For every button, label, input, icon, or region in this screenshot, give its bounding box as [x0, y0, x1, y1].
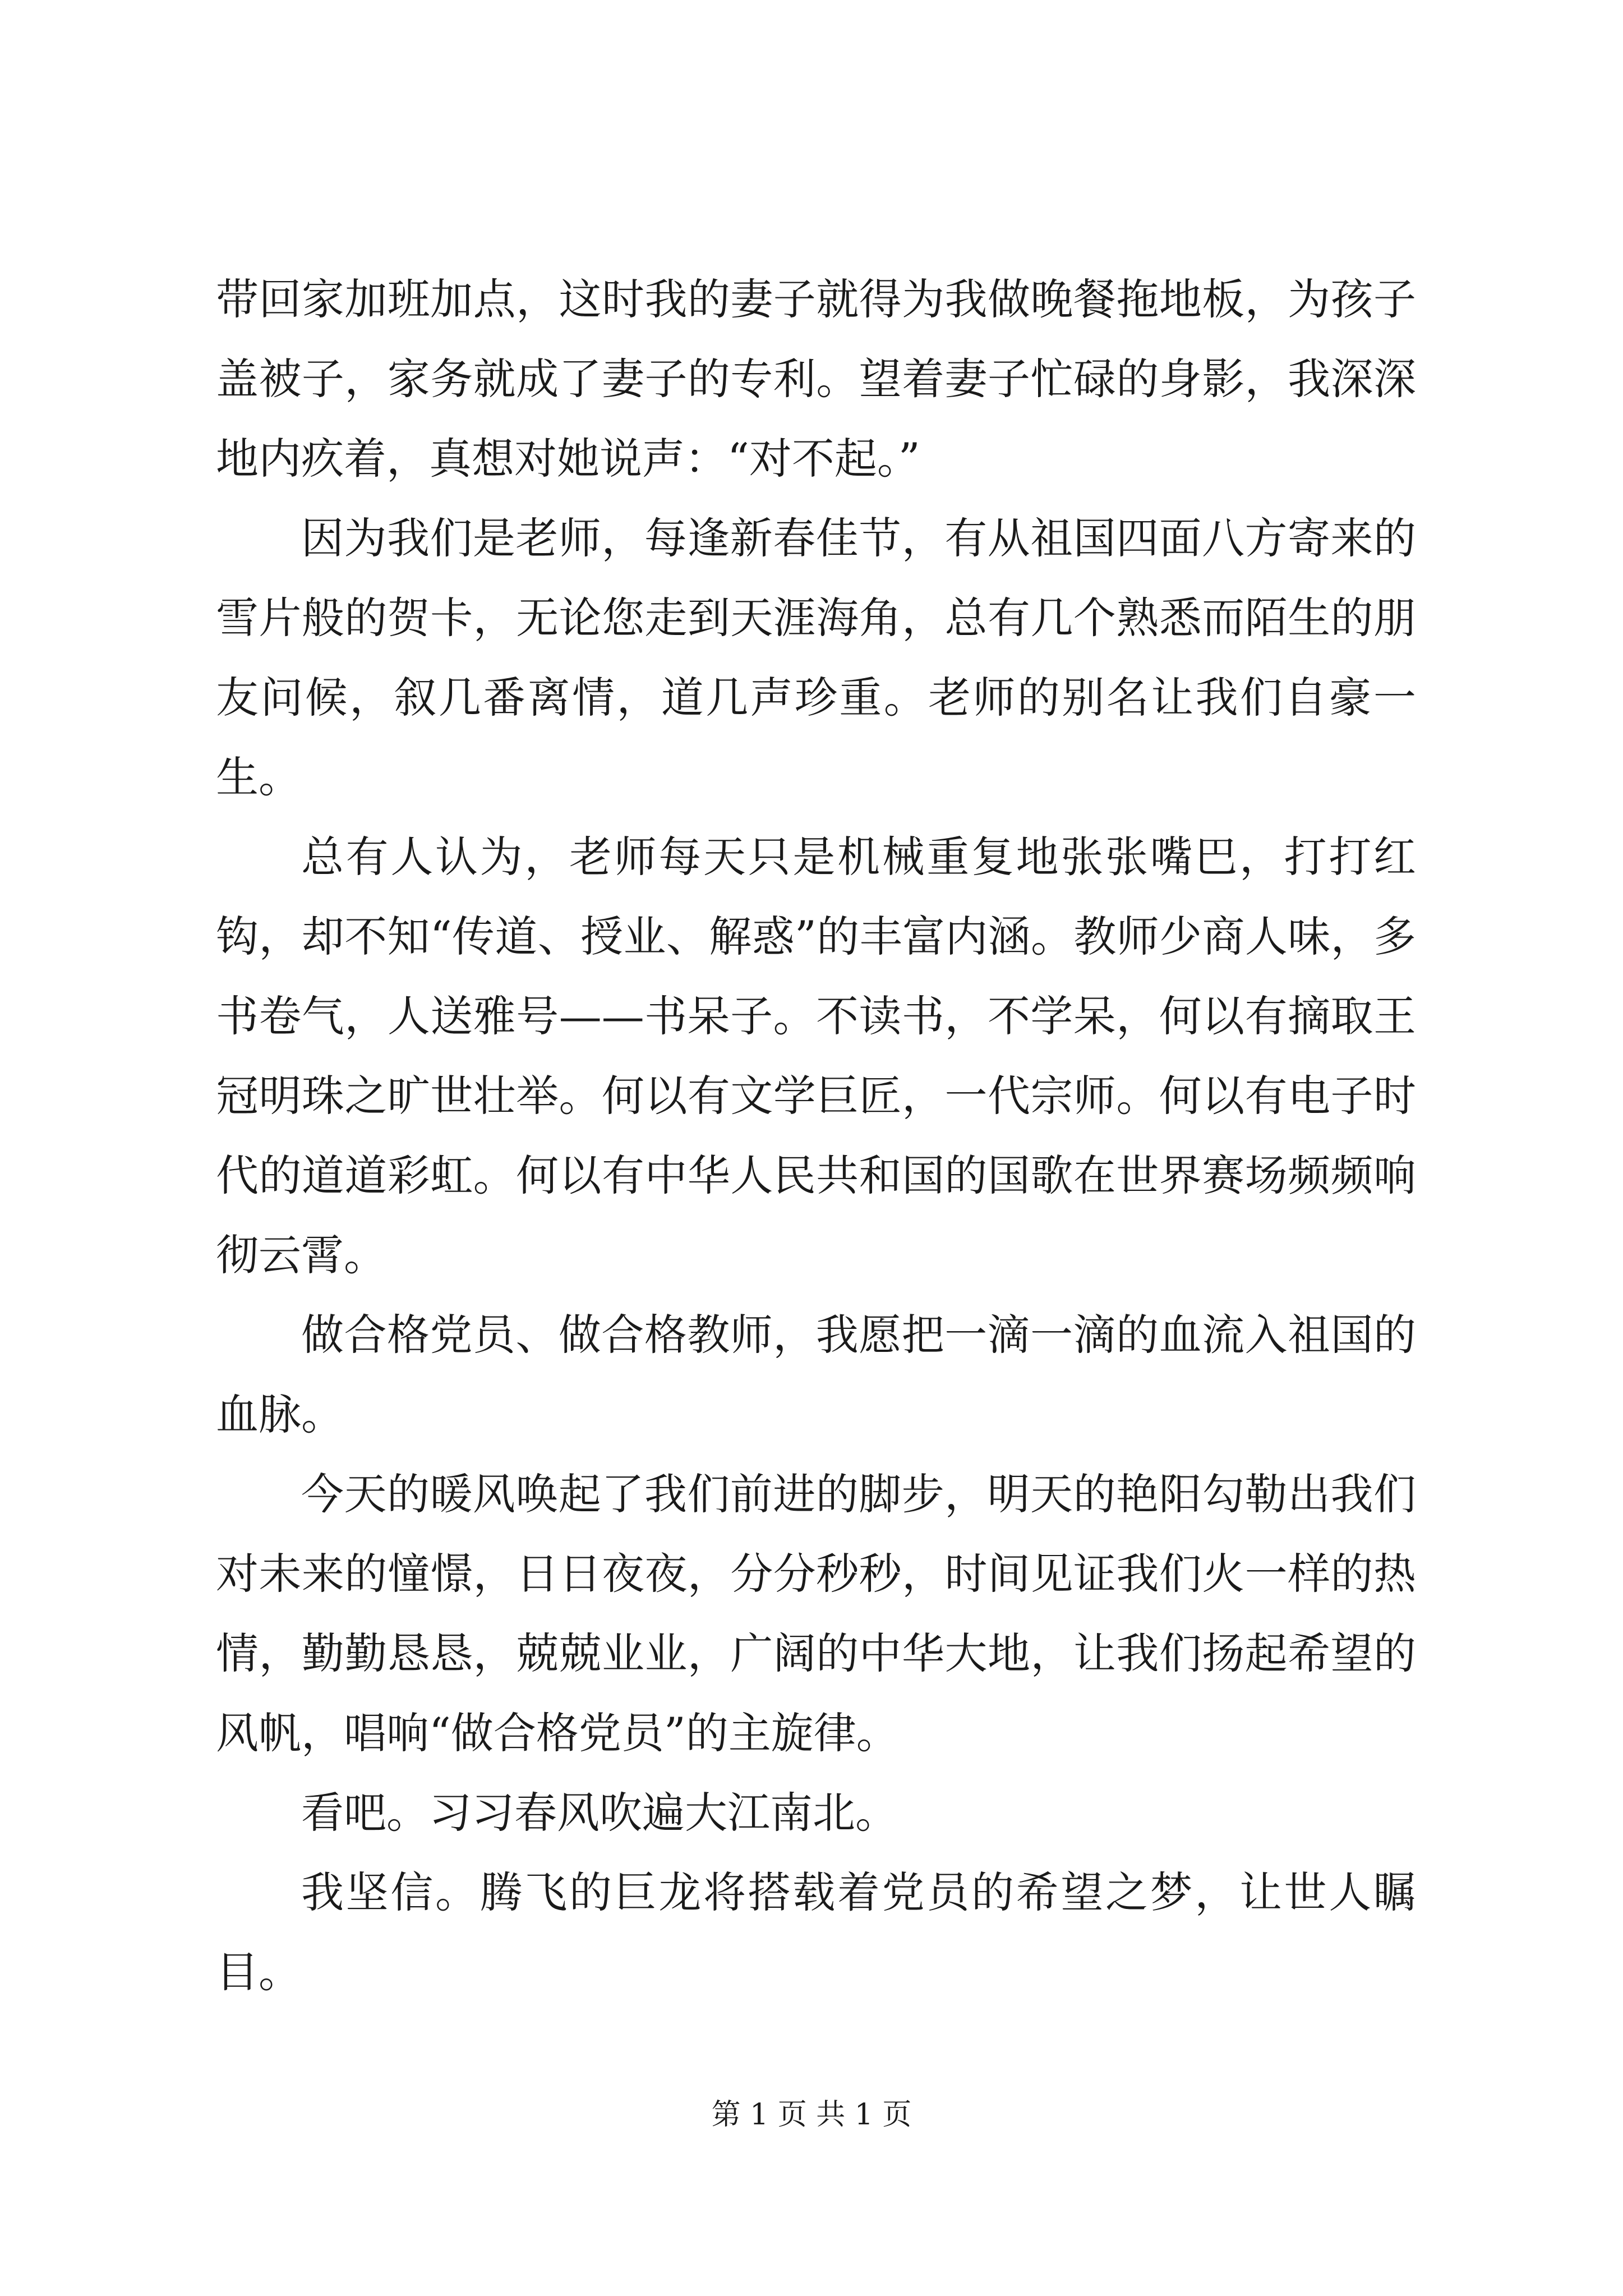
paragraph: 我坚信。腾飞的巨龙将搭载着党员的希望之梦，让世人瞩目。 — [216, 1867, 1416, 1997]
paragraph: 总有人认为，老师每天只是机械重复地张张嘴巴，打打红钩，却不知“传道、授业、解惑”的丰富内涵。教师少商人味，多书卷气，人送雅号——书呆子。不读书，不学呆，何以有摘取王冠明珠之旷世壮举。何以有文学巨匠，一代宗师。何以有电子时代的道道彩虹。何以有中华人民共和国的国歌在世界赛场频频响彻云霄。 — [216, 832, 1416, 1280]
paragraph: 做合格党员、做合格教师，我愿把一滴一滴的血流入祖国的血脉。 — [216, 1310, 1416, 1439]
paragraph: 看吧。习习春风吹遍大江南北。 — [301, 1788, 898, 1838]
paragraph: 因为我们是老师，每逢新春佳节，有从祖国四面八方寄来的雪片般的贺卡，无论您走到天涯海角，总有几个熟悉而陌生的朋友问候，叙几番离情，道几声珍重。老师的别名让我们自豪一生。 — [216, 513, 1416, 802]
document-body — [216, 260, 1416, 2012]
page-footer: 第 1 页 共 1 页 — [711, 2098, 912, 2132]
paragraph-continued: 带回家加班加点，这时我的妻子就得为我做晚餐拖地板，为孩子盖被子，家务就成了妻子的专利。望着妻子忙碌的身影，我深深地内疚着，真想对她说声：“对不起。” — [216, 274, 1416, 484]
paragraph: 今天的暖风唤起了我们前进的脚步，明天的艳阳勾勒出我们对未来的憧憬，日日夜夜，分分秒秒，时间见证我们火一样的热情，勤勤恳恳，兢兢业业，广阔的中华大地，让我们扬起希望的风帆，唱响“做合格党员”的主旋律。 — [216, 1469, 1416, 1758]
